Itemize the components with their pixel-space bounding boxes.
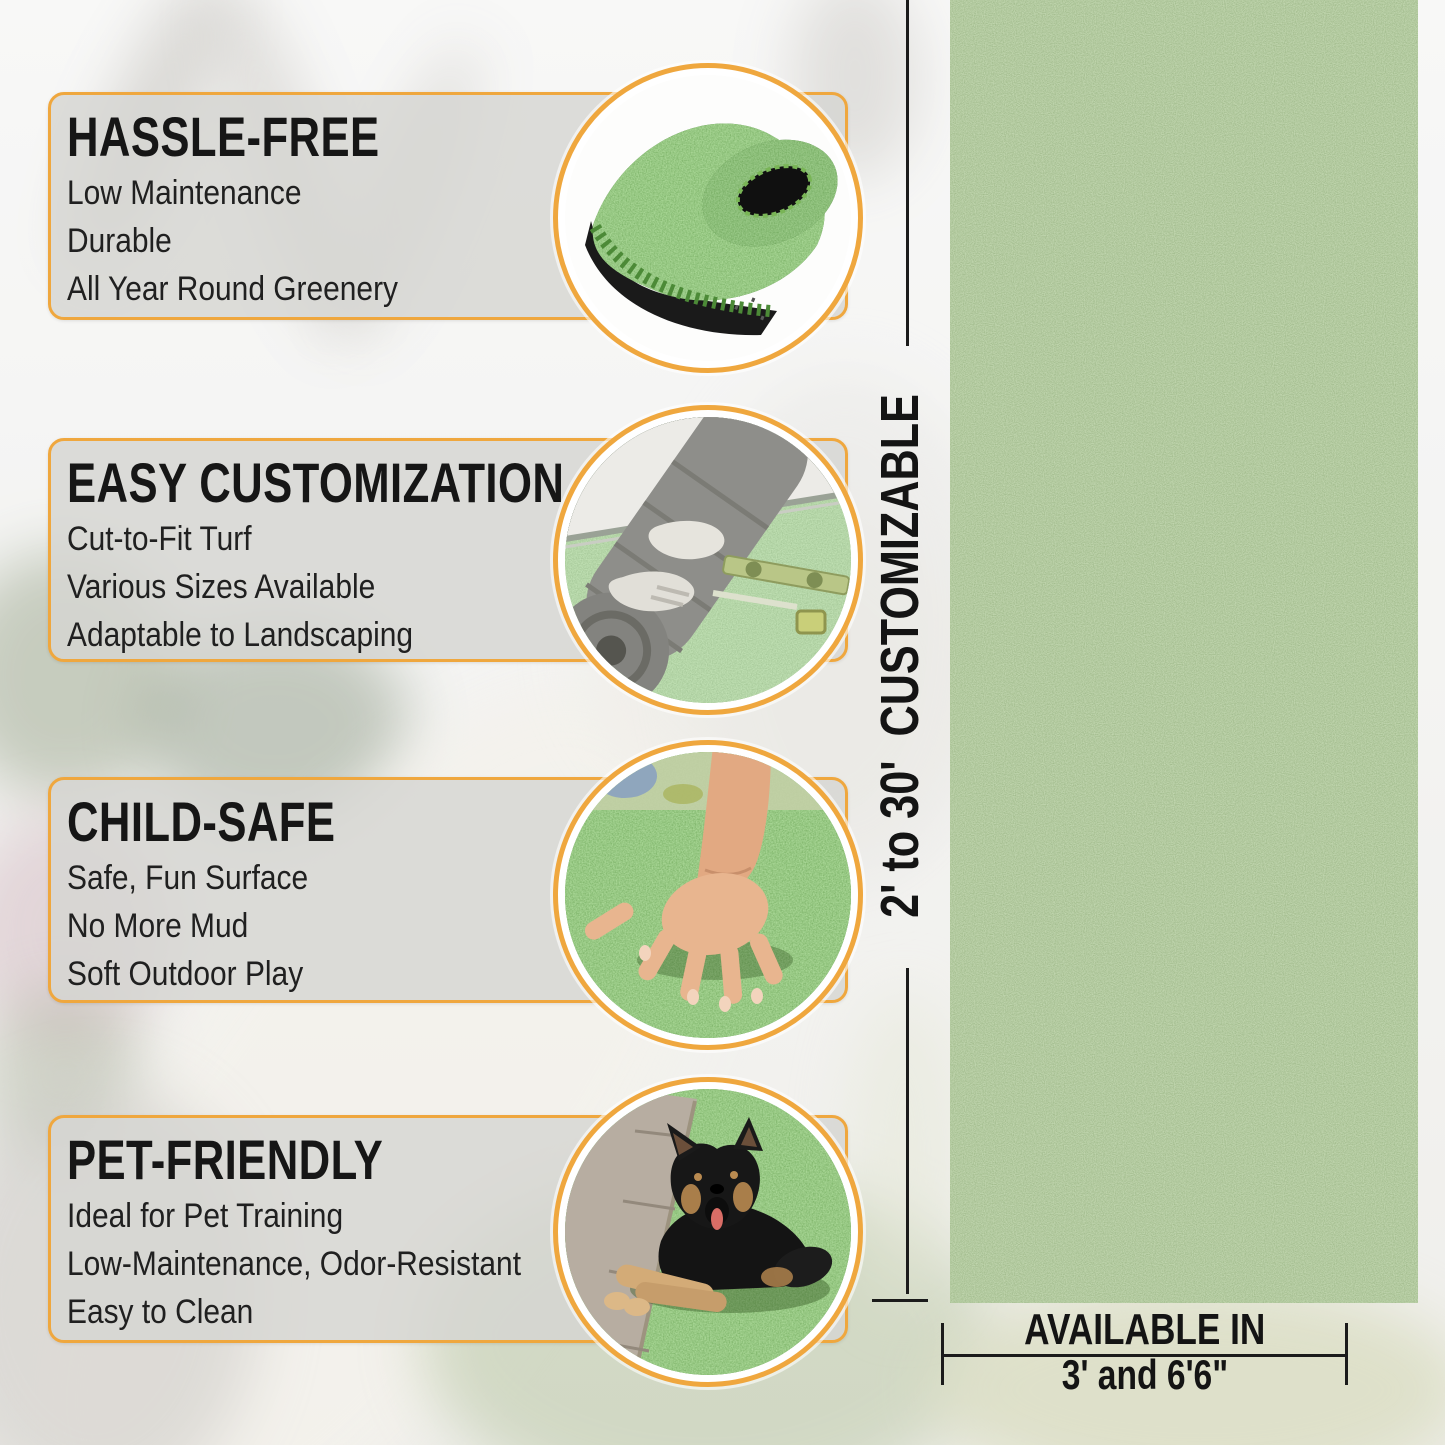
feature-line: All Year Round Greenery: [67, 270, 398, 309]
feature-line: Low Maintenance: [67, 174, 302, 213]
photo-circle-child-hand: [553, 740, 863, 1050]
turf-installation-photo: [565, 417, 851, 703]
feature-line: Various Sizes Available: [67, 568, 376, 607]
feature-line: Cut-to-Fit Turf: [67, 520, 252, 559]
customizable-length-label: 2' to 30' CUSTOMIZABLE: [870, 394, 930, 918]
turf-swatch: [950, 0, 1418, 1303]
vertical-dimension-line: [906, 968, 909, 1294]
photo-circle-dog: [553, 1077, 863, 1387]
rolled-turf-photo: [565, 75, 851, 361]
feature-title: HASSLE-FREE: [67, 105, 380, 168]
feature-line: Adaptable to Landscaping: [67, 616, 414, 655]
feature-line: Ideal for Pet Training: [67, 1197, 344, 1236]
dog-photo: [565, 1089, 851, 1375]
width-dimension-tick-left: [941, 1323, 944, 1385]
photo-circle-rolled-turf: [553, 63, 863, 373]
available-sizes-text: 3' and 6'6": [1061, 1351, 1229, 1398]
vertical-dimension-end-tick: [872, 1299, 928, 1302]
available-in-text: AVAILABLE IN: [1024, 1305, 1266, 1354]
vertical-dimension-line: [906, 0, 909, 346]
feature-line: Soft Outdoor Play: [67, 955, 304, 994]
turf-texture: [950, 0, 1418, 1303]
feature-title: PET-FRIENDLY: [67, 1128, 384, 1191]
feature-line: Easy to Clean: [67, 1293, 254, 1332]
feature-line: Durable: [67, 222, 172, 261]
child-hand-photo: [565, 752, 851, 1038]
feature-line: Safe, Fun Surface: [67, 859, 309, 898]
width-dimension-tick-right: [1345, 1323, 1348, 1385]
feature-line: Low-Maintenance, Odor-Resistant: [67, 1245, 522, 1284]
feature-title: CHILD-SAFE: [67, 790, 336, 853]
available-sizes-label: [945, 1305, 1345, 1398]
feature-line: No More Mud: [67, 907, 249, 946]
photo-circle-installation: [553, 405, 863, 715]
feature-title: EASY CUSTOMIZATION: [67, 451, 565, 514]
